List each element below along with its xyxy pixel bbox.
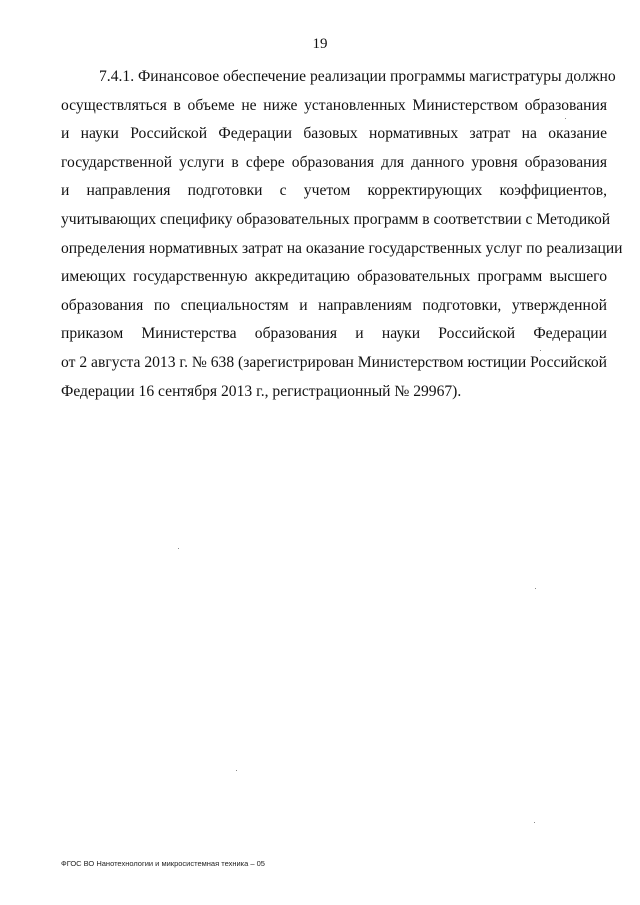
paragraph-line: от 2 августа 2013 г. № 638 (зарегистрирован Министерством юстиции Российской — [61, 353, 607, 371]
paragraph-line: приказом Министерства образования и науки Российской Федерации — [61, 325, 607, 343]
paragraph-7-4-1 — [61, 63, 623, 406]
page-number: 19 — [312, 36, 328, 52]
scan-speck — [535, 588, 536, 589]
document-footer: ФГОС ВО Нанотехнологии и микросистемная техника – 05 — [61, 859, 265, 868]
paragraph-line: и науки Российской Федерации базовых нормативных затрат на оказание — [61, 125, 607, 143]
paragraph-line: определения нормативных затрат на оказание государственных услуг по реализации — [61, 239, 623, 257]
paragraph-line: 7.4.1. Финансовое обеспечение реализации программы магистратуры должно — [99, 68, 616, 85]
paragraph-line: государственной услуги в сфере образования для данного уровня образования — [61, 153, 607, 171]
scan-speck — [540, 350, 541, 351]
paragraph-line: и направления подготовки с учетом корректирующих коэффициентов, — [61, 182, 607, 200]
paragraph-line: образования по специальностям и направлениям подготовки, утвержденной — [61, 296, 607, 314]
scan-speck — [236, 770, 237, 771]
paragraph-line: имеющих государственную аккредитацию образовательных программ высшего — [61, 268, 607, 286]
scan-speck — [178, 548, 179, 549]
scan-speck — [534, 822, 535, 823]
paragraph-line: осуществляться в объеме не ниже установленных Министерством образования — [61, 96, 607, 114]
paragraph-line: Федерации 16 сентября 2013 г., регистрационный № 29967). — [61, 382, 462, 400]
scan-speck — [565, 118, 566, 119]
paragraph-line: учитывающих специфику образовательных программ в соответствии с Методикой — [61, 210, 611, 228]
